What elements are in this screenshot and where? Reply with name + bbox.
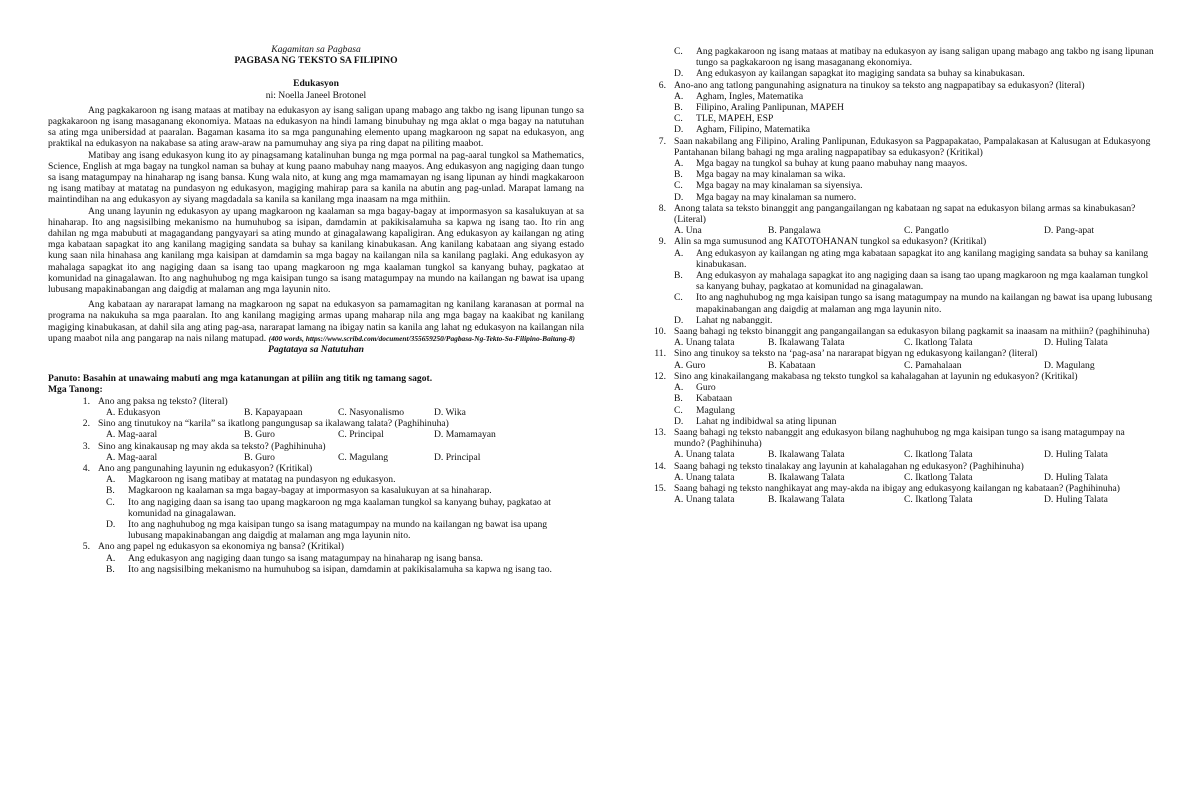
choice-letter: B. [106, 563, 115, 575]
question-number: 8. [658, 202, 666, 214]
choice-d [674, 68, 1156, 79]
question-text: Saang bahagi ng teksto tinalakay ang layunin at kahalagahan ng edukasyon? (Paghihinuha) [674, 460, 1024, 472]
choice-letter: D. [674, 68, 684, 80]
choice-letter: A. [674, 382, 684, 394]
question-number: 10. [654, 326, 666, 338]
choice-d [674, 416, 1156, 427]
choice-d [106, 519, 584, 541]
choice-c: C. Nasyonalismo [338, 406, 405, 418]
question-number: 1. [82, 395, 90, 407]
choice-letter: B. [674, 169, 683, 181]
choice-text: Mga bagay na may kinalaman sa numero. [696, 191, 857, 203]
choice-d: D. Magulang [1044, 359, 1095, 371]
choice-b: B. Ikalawang Talata [768, 494, 845, 506]
choice-letter: D. [674, 415, 684, 427]
choice-b [106, 485, 584, 496]
choice-d: D. Wika [434, 406, 466, 418]
question-8 [640, 203, 1156, 237]
choice-d [674, 124, 1156, 135]
choice-d: D. Huling Talata [1044, 471, 1108, 483]
question-14 [640, 461, 1156, 483]
author-line: ni: Noella Janeel Brotonel [265, 89, 367, 101]
kagamitan-label: Kagamitan sa Pagbasa [271, 44, 361, 55]
choice-c: C. Magulang [338, 451, 389, 463]
choice-c: C. Principal [338, 429, 384, 441]
choice-letter: A. [674, 247, 684, 259]
question-7 [640, 136, 1156, 203]
choice-text: Mga bagay na may kinalaman sa wika. [696, 169, 846, 181]
choice-letter: C. [674, 46, 683, 57]
choice-a: A. Una [674, 225, 702, 237]
question-text: Ano-ano ang tatlong pangunahing asignatura na tinukoy sa teksto ang nagpapatibay sa edukasyon? (literal) [674, 79, 1085, 91]
choice-text: Ang edukasyon ay mahalaga sapagkat ito ang nagiging daan sa isang tao upang magkaroon ng mga kaalaman tungkol sa kanyang buhay, pagkatao at komunidad na ginagalawan. [696, 270, 1149, 293]
article-title: Edukasyon [293, 78, 339, 90]
question-text: Ano ang paksa ng teksto? (literal) [98, 395, 228, 407]
choice-a [106, 553, 584, 564]
choice-text: TLE, MAPEH, ESP [696, 113, 774, 125]
choice-a: A. Mag-aaral [106, 451, 158, 463]
question-number: 9. [658, 236, 666, 248]
question-number: 6. [658, 79, 666, 91]
question-3 [48, 441, 584, 463]
choice-b: B. Ikalawang Talata [768, 471, 845, 483]
choice-a [106, 474, 584, 485]
choice-b: B. Guro [244, 429, 275, 441]
question-4 [48, 463, 584, 541]
question-text: Saang bahagi ng teksto binanggit ang pangangailangan sa edukasyon bilang pagkamit sa inaasam na mithiin? (paghihinuha) [674, 326, 1150, 338]
choice-c [674, 405, 1156, 416]
question-text: Ano ang papel ng edukasyon sa ekonomiya ng bansa? (Kritikal) [98, 541, 344, 553]
choice-b: B. Kabataan [768, 359, 816, 371]
question-text: Saan nakabilang ang Filipino, Araling Panlipunan, Edukasyon sa Pagpapakatao, Pampalakasan at Kalusugan at Edukasyong Pantahanan bilang bahagi ng mga araling nagpapatibay sa edukasyon? (Kritikal) [674, 135, 1151, 158]
question-12 [640, 371, 1156, 427]
choice-text: Mga bagay na may kinalaman sa siyensiya. [696, 180, 863, 192]
choice-c: C. Ikatlong Talata [904, 471, 973, 483]
choice-text: Ang edukasyon ay kailangan ng ating mga kabataan sapagkat ito ang kanilang magiging sandata sa buhay sa kanilang kinabukasan. [696, 247, 1149, 270]
left-column [48, 44, 584, 575]
choice-b: B. Kapayapaan [244, 406, 303, 418]
paragraph-2: Matibay ang isang edukasyon kung ito ay pinagsamang katalinuhan bunga ng mga pormal na pag-aaral tungkol sa Mathematics, Science, English at mga bagay na tungkol naman sa buhay at kung paano mabuhay nang maayos. Ang edukasyon ang nagiging daan tungo sa isang matagumpay na hinaharap ng isang bansa. Kung wala nito, at kung ang mga mamamayan ng isang lipunan ay hindi magkakaroon ng isang matibay at matatag na pundasyon ng edukasyon, magiging mahirap para sa kanila na abutin ang pag-unlad. Marapat lamang na maintindihan na ang edukasyon ay siyang magdadala sa kanila sa kanilang mga inaasam na mga mithiin. [48, 149, 584, 206]
question-text: Sino ang tinutukoy na “karila” sa ikatlong pangungusap sa ikalawang talata? (Paghihinuha) [98, 418, 449, 430]
choice-text: Magulang [696, 404, 735, 416]
choice-c [674, 292, 1156, 314]
panuto-instructions: Panuto: Basahin at unawaing mabuti ang mga katanungan at piliin ang titik ng tamang sagot. [48, 373, 433, 385]
choice-text: Ito ang naghuhubog ng mga kaisipan tungo sa isang matagumpay na mundo na kailangan ng bawat isa upang lubusang mapakinabangan ang daigdig at malaman ang mga layunin nito. [696, 292, 1153, 315]
choice-letter: A. [106, 474, 116, 486]
question-10 [640, 326, 1156, 348]
choice-letter: B. [674, 102, 683, 114]
choice-text: Agham, Filipino, Matematika [696, 124, 811, 136]
choice-letter: C. [674, 113, 683, 125]
question-number: 5. [82, 541, 90, 553]
choice-letter: D. [106, 518, 116, 530]
choice-d: D. Huling Talata [1044, 449, 1108, 461]
choice-text: Lahat ng indibidwal sa ating lipunan [696, 415, 837, 427]
choice-b [106, 564, 584, 575]
choice-b [674, 169, 1156, 180]
choice-letter: A. [106, 552, 116, 564]
choice-c: C. Pangatlo [904, 225, 949, 237]
choice-d: D. Huling Talata [1044, 337, 1108, 349]
choice-text: Mga bagay na tungkol sa buhay at kung paano mabuhay nang maayos. [696, 158, 968, 170]
choice-b: B. Ikalawang Talata [768, 449, 845, 461]
choice-letter: B. [106, 485, 115, 497]
choice-b [674, 270, 1156, 292]
choice-a [674, 158, 1156, 169]
choice-letter: B. [674, 270, 683, 282]
question-5-continued [640, 46, 1156, 80]
question-text: Ano ang pangunahing layunin ng edukasyon? (Kritikal) [98, 462, 313, 474]
question-9 [640, 236, 1156, 326]
choice-text: Ito ang nagiging daan sa isang tao upang magkaroon ng mga kaalaman tungkol sa kanyang buhay, pagkatao at komunidad na ginagalawan. [128, 496, 551, 519]
choice-b: B. Ikalawang Talata [768, 337, 845, 349]
choice-letter: C. [106, 496, 115, 508]
choice-d: D. Principal [434, 451, 481, 463]
mga-tanong-label: Mga Tanong: [48, 384, 103, 396]
paragraph-1: Ang pagkakaroon ng isang mataas at matibay na edukasyon ay isang saligan upang mabago ang takbo ng isang lipunan tungo sa pagkakaroon ng isang masaganang ekonomiya. Mataas na edukasyon na hindi lamang binubuhay ng mga aklat o mga bagay na natutuhan sa ating mga unibersidad at paaralan. Bagaman kasama ito sa mga pangunahing elemento upang magkaroon ng sapat na edukasyon, ang praktikal na edukasyon na nakabase sa ating araw-araw na pamumuhay ang siya pa ring dapat na piliting maabot. [48, 104, 584, 150]
choice-text: Ang edukasyon ang nagiging daan tungo sa isang matagumpay na hinaharap ng isang bansa. [128, 552, 483, 564]
question-15 [640, 483, 1156, 505]
question-number: 2. [82, 418, 90, 430]
choice-letter: D. [674, 191, 684, 203]
choice-a [674, 91, 1156, 102]
paragraph-3: Ang unang layunin ng edukasyon ay upang magkaroon ng kaalaman sa mga bagay-bagay at impormasyon sa kasalukuyan at sa hinaharap. Ito ang nagsisilbing mekanismo na humuhubog sa isipan, damdamin at pakikisalamuha sa kapwa ng isang tao. Ito rin ang dahilan ng mga mabubuti at magagandang pangyayari sa ating mundo at ginagalawang kapaligiran. Ang edukasyon ay kailangan ng ating mga kabataan sapagkat ito ang kanilang magiging sandata sa buhay sa kanilang kinabukasan. Ang kanilang kabataan ang siyang estado kung saan nila hinahasa ang kanilang mga kaisipan at damdamin sa mga bagay na kailangan nila sa kanilang paglaki. Ang edukasyon ay mahalaga sapagkat ito ang nagiging daan sa isang tao upang magkaroon ng mga kaalaman tungkol sa kanyang buhay, pagkatao at komunidad na ginagalawan. Ito ang naghuhubog ng mga kaisipan tungo sa isang matagumpay na mundo na kailangan ng bawat isa upang lubusang mapakinabangan ang daigdig at malaman ang mga layunin nito. [48, 205, 584, 296]
choice-b [674, 102, 1156, 113]
question-text: Alin sa mga sumusunod ang KATOTOHANAN tungkol sa edukasyon? (Kritikal) [674, 236, 987, 248]
choice-text: Ang pagkakaroon ng isang mataas at matibay na edukasyon ay isang saligan upang mabago ang takbo ng isang lipunan tungo sa pagkakaroon ng isang masaganang ekonomiya. [696, 46, 1154, 69]
choice-text: Kabataan [696, 393, 733, 405]
choice-letter: B. [674, 393, 683, 405]
choice-c: C. Ikatlong Talata [904, 494, 973, 506]
choice-text: Filipino, Araling Panlipunan, MAPEH [696, 102, 844, 114]
question-11 [640, 348, 1156, 370]
question-text: Sino ang tinukoy sa teksto na ‘pag-asa’ na nararapat bigyan ng edukasyong kailangan? (literal) [674, 348, 1038, 360]
choice-letter: D. [674, 314, 684, 326]
question-number: 12. [654, 370, 666, 382]
question-number: 7. [658, 135, 666, 147]
choice-letter: A. [674, 90, 684, 102]
choice-a: A. Unang talata [674, 471, 735, 483]
section-title: Pagtataya sa Natutuhan [268, 344, 364, 356]
question-number: 3. [82, 440, 90, 452]
document-title: PAGBASA NG TEKSTO SA FILIPINO [234, 55, 398, 67]
choice-d: D. Huling Talata [1044, 494, 1108, 506]
choice-c: C. Ikatlong Talata [904, 449, 973, 461]
choice-text: Guro [696, 382, 716, 394]
question-6 [640, 80, 1156, 136]
choice-letter: C. [674, 404, 683, 416]
source-citation: (400 words, https://www.scribd.com/document/355659250/Pagbasa-Ng-Tekto-Sa-Filipino-Baitang-8) [268, 333, 575, 343]
choice-c [674, 180, 1156, 191]
choice-c: C. Ikatlong Talata [904, 337, 973, 349]
choice-b [674, 393, 1156, 404]
question-text: Sino ang kinakausap ng may akda sa teksto? (Paghihinuha) [98, 440, 326, 452]
choice-a: A. Mag-aaral [106, 429, 158, 441]
choice-text: Magkaroon ng isang matibay at matatag na pundasyon ng edukasyon. [128, 474, 396, 486]
choice-c: C. Pamahalaan [904, 359, 962, 371]
question-text: Anong talata sa teksto binanggit ang pangangailangan ng kabataan ng sapat na edukasyon bilang armas sa kinabukasan? (Literal) [674, 202, 1136, 226]
question-text: Saang bahagi ng teksto nanghikayat ang may-akda na ibigay ang edukasyong kailangan ng kabataan? (Paghihinuha) [674, 482, 1120, 494]
choice-letter: A. [674, 158, 684, 170]
choice-letter: C. [674, 180, 683, 192]
choice-c [674, 46, 1156, 68]
question-number: 15. [654, 482, 666, 494]
question-number: 13. [654, 426, 666, 438]
question-number: 11. [654, 348, 666, 360]
choice-d [674, 315, 1156, 326]
choice-d [674, 192, 1156, 203]
choice-a: A. Unang talata [674, 494, 735, 506]
paragraph-4-text: Ang kabataan ay nararapat lamang na magkaroon ng sapat na edukasyon sa pamamagitan ng kanilang karanasan at pormal na programa na nakukuha sa mga paaralan. Ito ang kanilang magiging armas upang maharap nila ang mga bagay na kaakibat ng kanilang magiging kinabukasan, at dahil sila ang ating pag-asa, nararapat lamang na ibigay natin sa kanila ang lahat ng edukasyon na kailangan nila upang maabot nila ang pangarap na nais nilang matupad. [48, 299, 584, 344]
right-column [640, 46, 1156, 505]
question-13 [640, 427, 1156, 461]
question-text: Saang bahagi ng teksto nabanggit ang edukasyon bilang naghuhubog ng mga kaisipan tungo sa isang matagumpay na mundo? (Paghihinuha) [674, 426, 1125, 450]
paragraph-4 [48, 299, 584, 344]
choice-a: A. Edukasyon [106, 406, 161, 418]
choice-c [106, 497, 584, 519]
choice-text: Lahat ng nabanggit. [696, 314, 773, 326]
choice-a [674, 382, 1156, 393]
choice-d: D. Pang-apat [1044, 225, 1095, 237]
choice-letter: C. [674, 292, 683, 304]
choice-a: A. Unang talata [674, 337, 735, 349]
choice-a [674, 248, 1156, 270]
choice-b: B. Guro [244, 451, 275, 463]
choice-a: A. Guro [674, 359, 706, 371]
choice-a: A. Unang talata [674, 449, 735, 461]
question-5 [48, 541, 584, 575]
question-text: Sino ang kinakailangang makabasa ng teksto tungkol sa kahalagahan at layunin ng edukasyon? (Kritikal) [674, 370, 1078, 382]
question-1 [48, 396, 584, 418]
choice-text: Ang edukasyon ay kailangan sapagkat ito magiging sandata sa buhay sa kinabukasan. [696, 68, 1025, 80]
question-2 [48, 418, 584, 440]
choice-text: Ito ang naghuhubog ng mga kaisipan tungo sa isang matagumpay na mundo na kailangan ng bawat isa upang lubusang mapakinabangan ang daigdig at malaman ang mga layunin nito. [128, 518, 548, 542]
choice-text: Magkaroon ng kaalaman sa mga bagay-bagay at impormasyon sa kasalukuyan at sa hinaharap. [128, 485, 492, 497]
choice-d: D. Mamamayan [434, 429, 496, 441]
choice-text: Ito ang nagsisilbing mekanismo na humuhubog sa isipan, damdamin at pakikisalamuha sa kapwa ng isang tao. [128, 563, 552, 575]
choice-text: Agham, Ingles, Matematika [696, 90, 804, 102]
choice-b: B. Pangalawa [768, 225, 821, 237]
choice-letter: D. [674, 124, 684, 136]
question-number: 4. [82, 462, 90, 474]
choice-c [674, 113, 1156, 124]
question-number: 14. [654, 460, 666, 472]
